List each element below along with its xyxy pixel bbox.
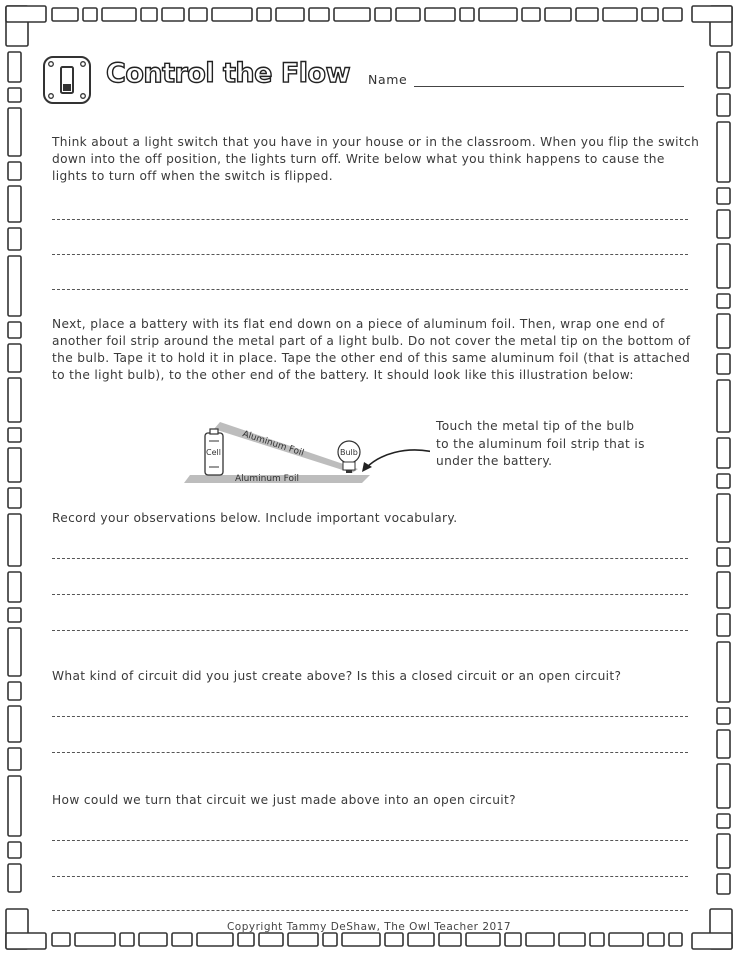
border-segment [717, 354, 730, 374]
border-segment [8, 706, 21, 742]
border-segment [8, 776, 21, 836]
border-segment [189, 8, 207, 21]
border-segment [648, 933, 664, 946]
border-segment [172, 933, 192, 946]
border-segment [717, 572, 730, 608]
border-segment [408, 933, 434, 946]
border-segment [8, 842, 21, 858]
page-title: Control the Flow [106, 58, 351, 89]
writing-line[interactable] [52, 219, 688, 220]
border-segment [559, 933, 585, 946]
name-label: Name [368, 72, 408, 87]
border-segment [83, 8, 97, 21]
foil-base-label: Aluminum Foil [235, 474, 300, 484]
border-segment [717, 474, 730, 488]
border-segment [717, 764, 730, 808]
border-segment [717, 494, 730, 542]
writing-line[interactable] [52, 254, 688, 255]
question-4-text: How could we turn that circuit we just made above into an open circuit? [52, 793, 516, 807]
border-segment [717, 642, 730, 702]
question-2-text: Record your observations below. Include important vocabulary. [52, 511, 458, 525]
border-segment [8, 322, 21, 338]
border-segment [8, 378, 21, 422]
border-segment [8, 88, 21, 102]
copyright-text: Copyright Tammy DeShaw, The Owl Teacher 2017 [226, 921, 512, 933]
border-segment [526, 933, 554, 946]
border-segment [288, 933, 318, 946]
border-segment [466, 933, 500, 946]
border-segment [545, 8, 571, 21]
border-segment [717, 188, 730, 204]
border-segment [8, 748, 21, 770]
border-segment [717, 438, 730, 468]
border-segment [52, 933, 70, 946]
border-segment [141, 8, 157, 21]
name-field-line[interactable] [414, 86, 684, 87]
border-segment [603, 8, 637, 21]
border-segment [212, 8, 252, 21]
border-segment [257, 8, 271, 21]
border-segment [238, 933, 254, 946]
border-segment [8, 682, 21, 700]
writing-line[interactable] [52, 630, 688, 631]
border-segment [479, 8, 517, 21]
question-1-text: Think about a light switch that you have in your house or in the classroom. When you flip the switch down into the off position, the lights turn off. Write below what you think happens to cause the lights to turn off when the switch is flipped. [52, 135, 700, 183]
bulb-label: Bulb [340, 448, 358, 457]
border-segment [576, 8, 598, 21]
border-segment [8, 488, 21, 508]
border-segment [75, 933, 115, 946]
border-segment [717, 380, 730, 432]
arrow-icon [366, 450, 430, 468]
border-segment [102, 8, 136, 21]
border-segment [6, 933, 46, 949]
writing-line[interactable] [52, 752, 688, 753]
border-segment [692, 933, 732, 949]
border-segment [8, 628, 21, 676]
border-segment [342, 933, 380, 946]
border-segment [717, 548, 730, 566]
border-segment [8, 256, 21, 316]
border-segment [8, 162, 21, 180]
border-segment [717, 614, 730, 636]
border-segment [609, 933, 643, 946]
border-segment [717, 314, 730, 348]
border-segment [717, 294, 730, 308]
border-segment [8, 514, 21, 566]
border-segment [717, 874, 730, 894]
border-segment [717, 210, 730, 238]
border-segment [120, 933, 134, 946]
border-segment [8, 608, 21, 622]
border-segment [6, 6, 46, 22]
border-segment [8, 428, 21, 442]
border-segment [8, 344, 21, 372]
question-3-text: What kind of circuit did you just create above? Is this a closed circuit or an open circuit? [52, 669, 622, 683]
border-segment [642, 8, 658, 21]
foil-strip-label: Aluminum Foil [241, 429, 306, 459]
writing-line[interactable] [52, 558, 688, 559]
border-segment [717, 834, 730, 868]
border-segment [717, 244, 730, 288]
border-segment [505, 933, 521, 946]
border-segment [669, 933, 682, 946]
border-segment [692, 6, 732, 22]
border-segment [396, 8, 420, 21]
illustration-callout: Touch the metal tip of the bulb to the aluminum foil strip that is under the battery. [436, 419, 645, 468]
border-segment [717, 122, 730, 182]
border-segment [717, 94, 730, 116]
cell-label: Cell [206, 448, 221, 457]
border-segment [717, 52, 730, 88]
border-segment [8, 572, 21, 602]
border-segment [439, 933, 461, 946]
writing-line[interactable] [52, 840, 688, 841]
writing-line[interactable] [52, 876, 688, 877]
border-segment [8, 186, 21, 222]
border-segment [590, 933, 604, 946]
border-segment [197, 933, 233, 946]
border-segment [309, 8, 329, 21]
border-segment [8, 108, 21, 156]
border-segment [717, 730, 730, 758]
border-segment [717, 814, 730, 828]
border-segment [8, 228, 21, 250]
border-segment [8, 864, 21, 892]
writing-line[interactable] [52, 910, 688, 911]
border-segment [162, 8, 184, 21]
border-segment [52, 8, 78, 21]
border-segment [8, 448, 21, 482]
border-segment [276, 8, 304, 21]
border-segment [522, 8, 540, 21]
circuit-illustration [180, 420, 430, 486]
light-switch-icon [42, 55, 92, 105]
writing-line[interactable] [52, 289, 688, 290]
border-segment [425, 8, 455, 21]
border-segment [334, 8, 370, 21]
border-segment [717, 708, 730, 724]
border-segment [323, 933, 337, 946]
border-segment [460, 8, 474, 21]
border-segment [8, 52, 21, 82]
border-segment [139, 933, 167, 946]
border-segment [259, 933, 283, 946]
border-segment [385, 933, 403, 946]
instructions-text: Next, place a battery with its flat end down on a piece of aluminum foil. Then, wrap one end of another foil strip around the metal part of a light bulb. Do not cover the metal tip on the bottom of the bulb. Tape it to hold it in place. Tape the other end of this same aluminum foil (that is attached to the light bulb), to the other end of the battery. It should look like this illustration below: [52, 317, 691, 382]
border-segment [375, 8, 391, 21]
writing-line[interactable] [52, 716, 688, 717]
writing-line[interactable] [52, 594, 688, 595]
border-segment [663, 8, 682, 21]
